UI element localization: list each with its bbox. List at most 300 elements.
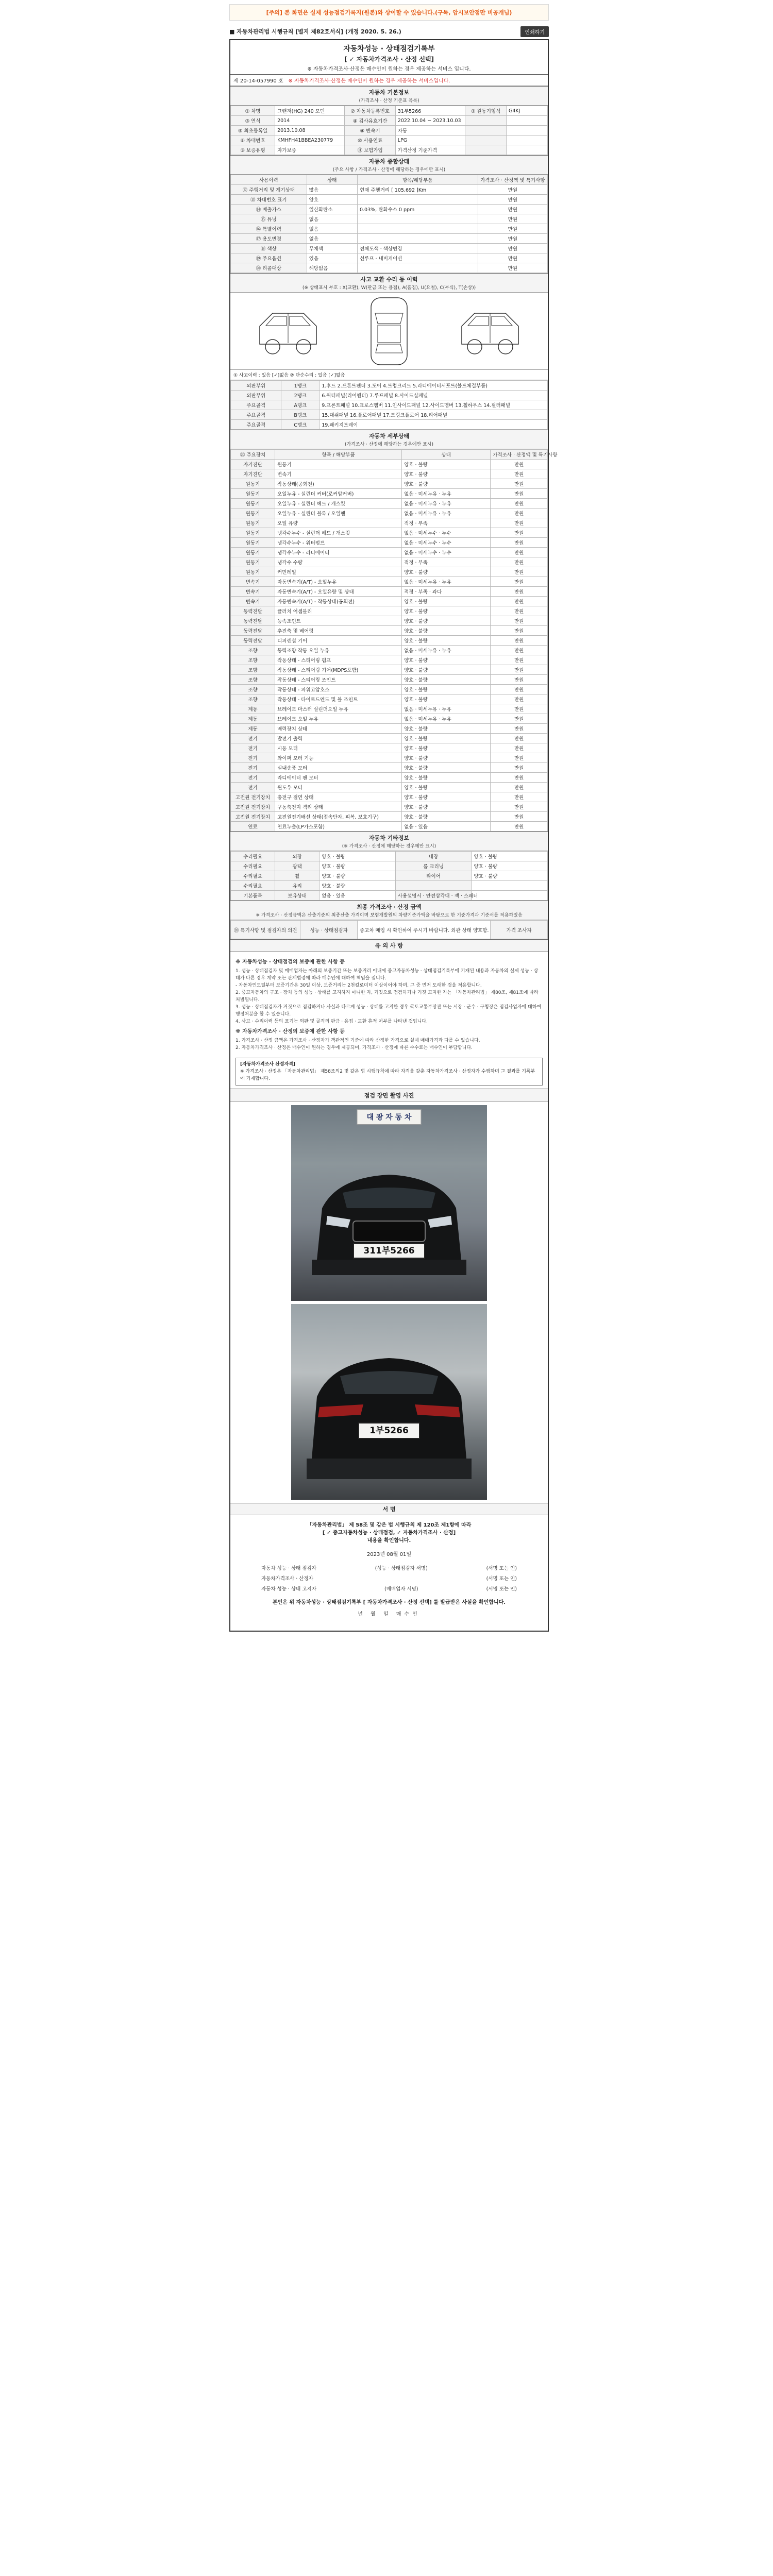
detail-status-row <box>231 763 548 773</box>
detail-status-cell: 만원 <box>491 822 548 832</box>
detail-status-row <box>231 518 548 528</box>
other-info-row <box>231 861 548 871</box>
overall-header-row <box>231 175 548 185</box>
basic-info-row <box>231 135 548 145</box>
detail-status-row <box>231 606 548 616</box>
qualification-text: ※ 가격조사 · 산정은 「자동차관리법」 제58조의2 및 같은 법 시행규칙에 따라 자격을 갖춘 자동차가격조사 · 산정자가 수행하며 그 결과를 기록부에 기재합니다. <box>240 1069 535 1081</box>
overall-status-cell: ⑫ 주행거리 및 계기상태 <box>231 185 307 195</box>
detail-status-cell: 양호 · 불량 <box>402 734 491 743</box>
detail-status-cell: 만원 <box>491 606 548 616</box>
detail-status-cell: 원동기 <box>231 479 275 489</box>
overall-status-cell: 만원 <box>478 185 547 195</box>
detail-status-row <box>231 460 548 469</box>
other-info-cell: 양호 · 불량 <box>320 861 396 871</box>
detail-status-row <box>231 694 548 704</box>
basic-info-label: ⑩ 사용연료 <box>345 135 395 145</box>
overall-status-cell: 전체도색 · 색상변경 <box>357 244 478 253</box>
detail-status-row <box>231 636 548 646</box>
basic-info-value: 2022.10.04 ~ 2023.10.03 <box>395 116 465 126</box>
detail-status-cell: 만원 <box>491 763 548 773</box>
signature-field: (서명 또는 인) <box>486 1586 517 1592</box>
overall-status-row <box>231 253 548 263</box>
detail-status-cell: 조향 <box>231 685 275 694</box>
notice-heading-1: ※ 자동차성능 · 상태점검의 보증에 관한 사항 등 <box>236 959 345 965</box>
detail-status-cell: 양호 · 불량 <box>402 773 491 783</box>
detail-status-cell: 자동변속기(A/T) - 오일유량 및 상태 <box>275 587 402 597</box>
detail-status-cell: 배력장치 상태 <box>275 724 402 734</box>
signature-title: 서 명 <box>230 1503 548 1515</box>
overall-status-cell: 있음 <box>307 253 357 263</box>
detail-status-cell: 적정 · 부족 <box>402 518 491 528</box>
detail-status-cell: 변속기 <box>231 587 275 597</box>
basic-info-label: ⑨ 보증유형 <box>231 145 275 155</box>
notice-heading-2: ※ 자동차가격조사 · 산정의 보증에 관한 사항 등 <box>236 1029 345 1035</box>
signature-field: 자동차 성능 · 상태 고지자 <box>261 1586 316 1592</box>
detail-status-cell: 만원 <box>491 655 548 665</box>
section-detail-sub: (가격조사 · 산정에 해당하는 경우에만 표시) <box>230 440 548 449</box>
other-info-cell: 양호 · 불량 <box>472 852 548 861</box>
detail-status-row <box>231 655 548 665</box>
detail-status-row <box>231 528 548 538</box>
section-final-title: 최종 가격조사 · 산정 금액 <box>230 901 548 911</box>
detail-status-cell: 전기 <box>231 734 275 743</box>
detail-status-row <box>231 489 548 499</box>
other-info-cell: 수리필요 <box>231 861 275 871</box>
detail-status-row <box>231 704 548 714</box>
accident-part-list: 6.쿼터패널(리어펜더) 7.루프패널 8.사이드실패널 <box>320 391 548 400</box>
other-info-table <box>230 851 548 901</box>
notice-line: 2. 자동차가격조사 · 산정은 매수인이 원하는 경우에 제공되며, 가격조사 · 산정에 따른 수수료는 매수인이 부담합니다. <box>236 1045 473 1050</box>
basic-info-label: ③ 연식 <box>231 116 275 126</box>
other-info-cell: 없음 · 있음 <box>320 891 396 901</box>
detail-status-cell: 만원 <box>491 714 548 724</box>
detail-status-row <box>231 646 548 655</box>
detail-status-cell: 제동 <box>231 714 275 724</box>
overall-status-cell: 없음 <box>307 214 357 224</box>
detail-status-cell: 양호 · 불량 <box>402 724 491 734</box>
detail-status-cell: 작동상태 - 타이로드엔드 및 볼 조인트 <box>275 694 402 704</box>
accident-part-row <box>231 420 548 430</box>
overall-header-cell: 상태 <box>307 175 357 185</box>
detail-status-cell: 실내송풍 모터 <box>275 763 402 773</box>
detail-status-cell: 발전기 출력 <box>275 734 402 743</box>
basic-info-table <box>230 106 548 155</box>
detail-status-cell: 조향 <box>231 694 275 704</box>
notice-line: - 자동차인도일부터 보증기간은 30일 이상, 보증거리는 2천킬로미터 이상이어야 하며, 그 중 먼저 도래한 것을 적용합니다. <box>236 983 482 988</box>
detail-status-cell: 만원 <box>491 597 548 606</box>
basic-info-value: 그랜저(HG) 240 모던 <box>275 106 345 116</box>
overall-status-cell: 양호 <box>307 195 357 205</box>
detail-status-cell: 냉각수누수 - 라디에이터 <box>275 548 402 557</box>
basic-info-value: 31부5266 <box>395 106 465 116</box>
sheet-header <box>230 40 548 75</box>
signature-field: 자동차 성능 · 상태 점검자 <box>261 1566 316 1571</box>
detail-status-cell: 양호 · 불량 <box>402 597 491 606</box>
registration-note: ※ 자동차가격조사·산정은 매수인이 원하는 경우 제공하는 서비스입니다. <box>288 78 450 84</box>
detail-status-cell: 없음 · 미세누유 · 누유 <box>402 489 491 499</box>
accident-legend: ① 사고이력 : 있음 [✓]없음 ② 단순수리 : 있음 [✓]없음 <box>230 370 548 380</box>
basic-info-value <box>507 135 548 145</box>
detail-status-row <box>231 802 548 812</box>
detail-status-cell: 자동변속기(A/T) - 오일누유 <box>275 577 402 587</box>
other-info-cell: 내장 <box>395 852 472 861</box>
accident-part-list: 15.대쉬패널 16.플로어패널 17.트렁크플로어 18.리어패널 <box>320 410 548 420</box>
detail-status-cell: 만원 <box>491 538 548 548</box>
detail-status-cell: 없음 · 미세누수 · 누수 <box>402 538 491 548</box>
signature-statement-1: 「자동차관리법」 제 58조 및 같은 법 시행규칙 제 120조 제1항에 따라 <box>307 1522 472 1528</box>
basic-info-value: 자동 <box>395 126 465 135</box>
overall-status-row <box>231 244 548 253</box>
registration-line <box>230 75 548 86</box>
detail-status-cell: 양호 · 불량 <box>402 665 491 675</box>
appraiser-qualification-box <box>236 1058 543 1086</box>
detail-status-cell: 전기 <box>231 753 275 763</box>
detail-status-cell: 브레이크 마스터 실린더오일 누유 <box>275 704 402 714</box>
detail-status-cell: 변속기 <box>231 577 275 587</box>
accident-part-label: A랭크 <box>281 400 320 410</box>
photos-title: 점검 장면 촬영 사진 <box>230 1089 548 1102</box>
detail-status-cell: 클러치 어셈블리 <box>275 606 402 616</box>
accident-part-label: 외판부위 <box>231 391 281 400</box>
signature-rows <box>241 1563 537 1594</box>
other-info-row <box>231 881 548 891</box>
other-info-cell: 기본품목 <box>231 891 275 901</box>
print-button[interactable]: 인쇄하기 <box>520 26 549 37</box>
detail-status-cell: 만원 <box>491 802 548 812</box>
signature-section <box>230 1515 548 1631</box>
detail-status-cell: 없음 · 미세누수 · 누수 <box>402 548 491 557</box>
sheet-title: 자동차성능 · 상태점검기록부 <box>343 45 435 53</box>
detail-status-cell: 만원 <box>491 509 548 518</box>
detail-status-table <box>230 449 558 832</box>
detail-status-cell: 작동상태 - 스티어링 기어(MDPS포함) <box>275 665 402 675</box>
notice-line: 1. 가격조사 · 산정 금액은 가격조사 · 산정자가 객관적인 기준에 따라 산정한 가격으로 실제 매매가격과 다를 수 있습니다. <box>236 1038 480 1043</box>
other-info-cell: 수리필요 <box>231 852 275 861</box>
detail-status-row <box>231 714 548 724</box>
overall-status-cell <box>357 263 478 273</box>
overall-status-cell: 만원 <box>478 263 547 273</box>
overall-status-cell: 선루프 · 내비게이션 <box>357 253 478 263</box>
detail-status-cell: 만원 <box>491 665 548 675</box>
detail-status-cell: 양호 · 불량 <box>402 763 491 773</box>
detail-status-cell: 양호 · 불량 <box>402 626 491 636</box>
inspection-sheet <box>229 39 558 1632</box>
detail-status-cell: 만원 <box>491 773 548 783</box>
detail-status-cell: 만원 <box>491 479 548 489</box>
basic-info-value: 가격산정 기준가격 <box>395 145 465 155</box>
detail-status-cell: 만원 <box>491 587 548 597</box>
detail-status-cell: 고전원 전기장치 <box>231 792 275 802</box>
accident-part-label: 2랭크 <box>281 391 320 400</box>
other-info-row <box>231 871 548 881</box>
detail-status-cell: 만원 <box>491 783 548 792</box>
overall-status-cell: ⑲ 주요옵션 <box>231 253 307 263</box>
accident-part-label: 주요골격 <box>231 420 281 430</box>
inspection-photo-front <box>291 1105 487 1301</box>
signature-field: 자동차가격조사 · 산정자 <box>261 1576 313 1582</box>
detail-status-row <box>231 577 548 587</box>
section-detail-title: 자동차 세부상태 <box>230 430 548 440</box>
detail-status-cell: 양호 · 불량 <box>402 743 491 753</box>
other-info-cell: 수리필요 <box>231 871 275 881</box>
overall-status-row <box>231 205 548 214</box>
detail-status-row <box>231 557 548 567</box>
detail-status-cell: 양호 · 불량 <box>402 606 491 616</box>
detail-header-cell: 가격조사 · 산정액 및 특기사항 <box>491 450 548 460</box>
detail-status-cell: 양호 · 불량 <box>402 469 491 479</box>
detail-status-cell: 만원 <box>491 743 548 753</box>
detail-status-cell: 브레이크 오일 누유 <box>275 714 402 724</box>
detail-status-cell: 만원 <box>491 499 548 509</box>
detail-status-cell: 양호 · 불량 <box>402 685 491 694</box>
other-info-cell: 외장 <box>275 852 320 861</box>
other-info-cell: 양호 · 불량 <box>472 871 548 881</box>
detail-status-cell: 없음 · 미세누유 · 누유 <box>402 646 491 655</box>
detail-status-cell: 없음 · 미세누유 · 누유 <box>402 499 491 509</box>
detail-status-cell: 만원 <box>491 753 548 763</box>
overall-status-cell: 만원 <box>478 224 547 234</box>
detail-status-cell: 만원 <box>491 636 548 646</box>
qualification-title: [자동차가격조사 산정자격] <box>240 1062 295 1067</box>
detail-status-cell: 만원 <box>491 812 548 822</box>
detail-status-cell: 조향 <box>231 655 275 665</box>
detail-status-cell: 전기 <box>231 773 275 783</box>
detail-status-row <box>231 665 548 675</box>
overall-status-cell: ⑮ 튜닝 <box>231 214 307 224</box>
detail-status-cell: 원동기 <box>275 460 402 469</box>
section-other-title: 자동차 기타정보 <box>230 832 548 842</box>
detail-status-cell: 양호 · 불량 <box>402 694 491 704</box>
detail-status-row <box>231 597 548 606</box>
top-notice: [주의] 본 화면은 실제 성능점검기록지(원본)와 상이할 수 있습니다.(구독, 암시보안점만 비공개님) <box>229 4 549 21</box>
overall-status-cell <box>357 234 478 244</box>
detail-status-cell: 오일누유 - 실린더 헤드 / 개스킷 <box>275 499 402 509</box>
section-accident-title: 사고 교환 수리 등 이력 <box>230 273 548 283</box>
other-info-cell: 룸 크리닝 <box>395 861 472 871</box>
other-info-cell: 사용설명서 · 안전삼각대 · 잭 · 스패너 <box>395 891 472 901</box>
basic-info-label <box>465 145 507 155</box>
detail-status-cell: 제동 <box>231 724 275 734</box>
overall-status-row <box>231 214 548 224</box>
overall-status-cell: 만원 <box>478 234 547 244</box>
detail-status-cell: 양호 · 불량 <box>402 460 491 469</box>
detail-status-cell: 충전구 절연 상태 <box>275 792 402 802</box>
section-final-sub: ※ 가격조사 · 산정금액은 산출기준의 최종산출 가격이며 보험개발원의 차량기준가액을 바탕으로 한 기준가격과 기준서를 적용하였음 <box>230 911 548 920</box>
overall-status-row <box>231 185 548 195</box>
detail-status-cell: 만원 <box>491 557 548 567</box>
detail-status-cell: 작동상태(공회전) <box>275 479 402 489</box>
detail-status-cell: 오일누유 - 실린더 커버(로커암커버) <box>275 489 402 499</box>
detail-status-cell: 동력전달 <box>231 606 275 616</box>
accident-part-row <box>231 391 548 400</box>
signature-row <box>241 1573 537 1583</box>
detail-status-cell: 동력전달 <box>231 626 275 636</box>
basic-info-label: ④ 검사유효기간 <box>345 116 395 126</box>
signature-field: (매매업자 서명) <box>384 1586 418 1592</box>
detail-status-cell: 고전원 전기장치 <box>231 812 275 822</box>
detail-status-cell: 없음 · 미세누유 · 누유 <box>402 714 491 724</box>
detail-status-cell: 냉각수누수 - 실린더 헤드 / 개스킷 <box>275 528 402 538</box>
detail-status-cell: 없음 · 미세누수 · 누수 <box>402 528 491 538</box>
basic-info-label: ⑥ 차대번호 <box>231 135 275 145</box>
sheet-subtitle: [ ✓ 자동차가격조사 · 산정 선택] <box>344 56 434 63</box>
overall-status-cell: 없음 <box>307 224 357 234</box>
detail-status-cell: 자기진단 <box>231 469 275 479</box>
appraiser-label: 가격 조사자 <box>491 921 548 939</box>
detail-status-cell: 적정 · 부족 · 과다 <box>402 587 491 597</box>
detail-status-cell: 와이퍼 모터 기능 <box>275 753 402 763</box>
notice-line: 4. 사고 · 수리이력 등의 표기는 외판 및 골격의 판금 · 용접 · 교환 흔적 여부를 나타낸 것입니다. <box>236 1019 428 1024</box>
overall-status-cell: 무채색 <box>307 244 357 253</box>
detail-status-cell: 만원 <box>491 734 548 743</box>
inspector-opinion: 중고차 매입 시 확인하여 주시기 바랍니다. 외관 상태 양호함. <box>357 921 490 939</box>
detail-status-cell: 동력전달 <box>231 616 275 626</box>
receipt-statement: 본인은 위 자동차성능 · 상태점검기록부 [ 자동차가격조사 · 산정 선택] 를 발급받은 사실을 확인합니다. <box>272 1600 506 1605</box>
overall-status-row <box>231 195 548 205</box>
overall-status-cell: 없음 <box>307 234 357 244</box>
detail-status-cell: 원동기 <box>231 509 275 518</box>
car-diagrams <box>230 293 548 370</box>
other-info-cell: 타이어 <box>395 871 472 881</box>
detail-status-cell: 연료 <box>231 822 275 832</box>
detail-status-cell: 양호 · 불량 <box>402 783 491 792</box>
detail-status-cell: 만원 <box>491 489 548 499</box>
detail-status-cell: 원동기 <box>231 548 275 557</box>
detail-status-row <box>231 675 548 685</box>
overall-status-cell: 0.03%, 탄화수소 0 ppm <box>357 205 478 214</box>
detail-status-row <box>231 685 548 694</box>
detail-status-cell: 만원 <box>491 548 548 557</box>
detail-status-cell: 조향 <box>231 675 275 685</box>
detail-status-cell: 변속기 <box>231 597 275 606</box>
basic-info-value <box>507 116 548 126</box>
final-opinion-row <box>231 921 548 939</box>
overall-status-cell <box>357 224 478 234</box>
detail-status-cell: 만원 <box>491 675 548 685</box>
other-info-cell: 유리 <box>275 881 320 891</box>
detail-status-row <box>231 509 548 518</box>
detail-status-cell: 만원 <box>491 460 548 469</box>
overall-status-cell: ⑳ 리콜대상 <box>231 263 307 273</box>
overall-status-row <box>231 263 548 273</box>
detail-header-cell: ⑳ 주요장치 <box>231 450 275 460</box>
other-info-cell: 양호 · 불량 <box>320 871 396 881</box>
detail-status-cell: 만원 <box>491 469 548 479</box>
detail-status-row <box>231 812 548 822</box>
basic-info-label <box>465 126 507 135</box>
detail-header-cell: 항목 / 해당부품 <box>275 450 402 460</box>
basic-info-value: KMHFH41BBEA230779 <box>275 135 345 145</box>
notice-title: 유 의 사 항 <box>230 939 548 952</box>
license-plate-front: 311부5266 <box>353 1243 425 1259</box>
other-info-cell <box>472 881 548 891</box>
accident-part-list: 9.프론트패널 10.크로스멤버 11.인사이드패널 12.사이드멤버 13.휠하우스 14.필러패널 <box>320 400 548 410</box>
detail-status-cell: 전기 <box>231 783 275 792</box>
detail-status-cell: 양호 · 불량 <box>402 812 491 822</box>
detail-status-cell: 만원 <box>491 704 548 714</box>
overall-status-table <box>230 175 548 273</box>
detail-status-row <box>231 469 548 479</box>
detail-status-cell: 만원 <box>491 792 548 802</box>
detail-status-cell: 오일누유 - 실린더 블록 / 오일팬 <box>275 509 402 518</box>
detail-status-cell: 만원 <box>491 694 548 704</box>
overall-status-cell: 일산화탄소 <box>307 205 357 214</box>
section-overall-sub: (주요 사항 / 가격조사 · 산정에 해당하는 경우에만 표시) <box>230 165 548 175</box>
detail-status-cell: 윈도우 모터 <box>275 783 402 792</box>
detail-status-cell: 만원 <box>491 567 548 577</box>
overall-header-cell: 항목/해당부품 <box>357 175 478 185</box>
accident-part-label: 외판부위 <box>231 381 281 391</box>
car-rear-photo <box>291 1304 487 1500</box>
car-top-view-diagram <box>358 295 420 367</box>
detail-status-cell: 만원 <box>491 528 548 538</box>
basic-info-row <box>231 126 548 135</box>
signature-statement-2: [ ✓ 중고자동차성능 · 상태점검, ✓ 자동차가격조사 · 산정] <box>322 1530 456 1536</box>
detail-status-cell: 변속기 <box>275 469 402 479</box>
detail-status-row <box>231 734 548 743</box>
overall-status-cell: ⑬ 차대번호 표기 <box>231 195 307 205</box>
opinion-label: ⑳ 특기사항 및 점검자의 의견 <box>231 921 300 939</box>
inspector-label: 성능 · 상태점검자 <box>300 921 358 939</box>
basic-info-label: ⑤ 최초등록일 <box>231 126 275 135</box>
basic-info-label <box>465 116 507 126</box>
overall-header-cell: 가격조사 · 산정액 및 특기사항 <box>478 175 547 185</box>
car-right-side-diagram <box>451 298 529 365</box>
detail-status-row <box>231 587 548 597</box>
detail-status-cell: 없음 · 있음 <box>402 822 491 832</box>
detail-status-cell: 양호 · 불량 <box>402 675 491 685</box>
detail-status-cell: 만원 <box>491 646 548 655</box>
detail-status-cell: 작동상태 - 파워고압호스 <box>275 685 402 694</box>
detail-status-cell: 오일 유량 <box>275 518 402 528</box>
detail-status-cell: 만원 <box>491 577 548 587</box>
document <box>229 0 558 1632</box>
other-info-cell: 보유상태 <box>275 891 320 901</box>
detail-status-cell: 양호 · 불량 <box>402 636 491 646</box>
other-info-cell: 휠 <box>275 871 320 881</box>
detail-status-cell: 없음 · 미세누유 · 누유 <box>402 577 491 587</box>
detail-status-cell: 원동기 <box>231 499 275 509</box>
detail-status-row <box>231 548 548 557</box>
detail-header-row <box>231 450 548 460</box>
overall-status-cell: 현재 주행거리 [ 105,692 ]Km <box>357 185 478 195</box>
notice-section <box>230 952 548 1055</box>
detail-status-cell: 양호 · 불량 <box>402 753 491 763</box>
detail-status-cell: 전기 <box>231 743 275 753</box>
overall-status-row <box>231 234 548 244</box>
detail-status-cell: 양호 · 불량 <box>402 567 491 577</box>
detail-status-cell: 작동상태 - 스티어링 펌프 <box>275 655 402 665</box>
basic-info-value: 2014 <box>275 116 345 126</box>
detail-status-cell: 원동기 <box>231 518 275 528</box>
detail-status-row <box>231 724 548 734</box>
detail-status-cell: 추진축 및 베어링 <box>275 626 402 636</box>
basic-info-label: ① 차명 <box>231 106 275 116</box>
overall-status-cell: 만원 <box>478 195 547 205</box>
detail-status-row <box>231 499 548 509</box>
detail-status-row <box>231 616 548 626</box>
detail-status-cell: 만원 <box>491 626 548 636</box>
section-accident-sub: (※ 상태표시 부호 : X(교환), W(판금 또는 용접), A(흠집), U(요철), C(부식), T(손상)) <box>230 283 548 293</box>
basic-info-label: ⑧ 변속기 <box>345 126 395 135</box>
signature-field: (성능 · 상태점검자 서명) <box>375 1566 428 1571</box>
accident-part-row <box>231 400 548 410</box>
detail-status-row <box>231 479 548 489</box>
signature-date: 2023년 08월 01일 <box>366 1552 412 1557</box>
detail-status-cell: 전기 <box>231 763 275 773</box>
detail-status-row <box>231 773 548 783</box>
basic-info-value: G4KJ <box>507 106 548 116</box>
